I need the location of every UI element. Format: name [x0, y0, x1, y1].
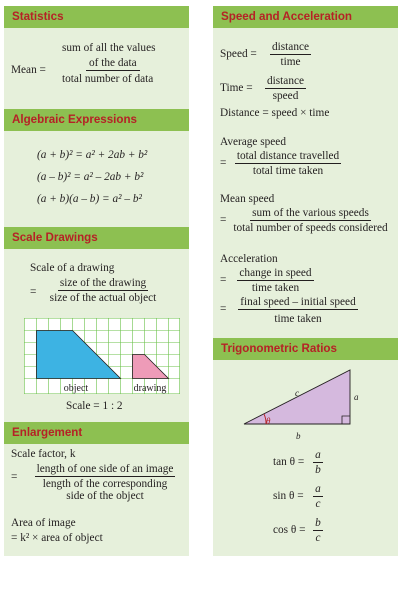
scale-denominator: size of the actual object — [49, 292, 157, 304]
left-column — [4, 6, 189, 556]
scale-drawings-header: Scale Drawings — [4, 227, 189, 249]
right-triangle-diagram — [238, 366, 388, 446]
enlargement-line1: Scale factor, k — [11, 448, 76, 460]
speed-fraction — [263, 41, 318, 68]
tan-label: tan θ = — [273, 456, 305, 468]
mean-denominator: total number of data — [62, 73, 154, 85]
time-label: Time = — [220, 82, 253, 94]
mean-numerator-line2: of the data — [86, 57, 140, 71]
sin-numerator: a — [315, 483, 321, 495]
mean-label: Mean = — [11, 64, 46, 76]
area-line1: Area of image — [11, 517, 76, 529]
time-fraction — [258, 75, 313, 102]
cos-fraction — [310, 517, 326, 544]
cos-numerator: b — [315, 517, 321, 529]
acceleration-numerator-1: change in speed — [239, 267, 312, 279]
enlargement-header: Enlargement — [4, 422, 189, 444]
mean-speed-label: Mean speed — [220, 193, 275, 205]
cos-denominator: c — [315, 532, 321, 544]
average-equals: = — [220, 157, 227, 169]
acceleration-equals-2: = — [220, 303, 227, 315]
scale-numerator: size of the drawing — [59, 277, 147, 289]
drawing-label: drawing — [133, 383, 167, 394]
object-label: object — [63, 383, 89, 394]
average-speed-fraction — [228, 150, 348, 177]
side-c-label: c — [295, 388, 299, 398]
algebra-eq2: (a – b)² = a² – 2ab + b² — [37, 171, 144, 183]
average-speed-denominator: total time taken — [252, 165, 324, 177]
scale-ratio: Scale = 1 : 2 — [66, 400, 123, 412]
area-line2: = k² × area of object — [11, 532, 103, 544]
mean-speed-denominator: total number of speeds considered — [233, 222, 388, 234]
side-a-label: a — [354, 392, 359, 402]
sin-fraction — [310, 483, 326, 510]
acceleration-fraction-2 — [228, 296, 368, 325]
scale-line1: Scale of a drawing — [30, 262, 115, 274]
average-speed-numerator: total distance travelled — [236, 150, 340, 162]
algebra-eq3: (a + b)(a – b) = a² – b² — [37, 193, 142, 205]
tan-denominator: b — [315, 464, 321, 476]
acceleration-fraction-1 — [228, 267, 323, 294]
enlargement-den-line2: side of the object — [66, 490, 144, 502]
speed-denominator: time — [280, 56, 301, 68]
cos-label: cos θ = — [273, 524, 306, 536]
mean-numerator-line1: sum of all the values — [62, 42, 156, 54]
acceleration-denominator-2: time taken — [274, 313, 322, 325]
tan-numerator: a — [315, 449, 321, 461]
mean-speed-fraction — [228, 207, 393, 234]
time-denominator: speed — [272, 90, 299, 102]
sin-denominator: c — [315, 498, 321, 510]
acceleration-label: Acceleration — [220, 253, 278, 265]
time-numerator: distance — [266, 75, 304, 87]
tan-fraction — [310, 449, 326, 476]
scale-equals: = — [30, 286, 37, 298]
sin-label: sin θ = — [273, 490, 304, 502]
enlargement-den-line1: length of the corresponding — [42, 478, 168, 490]
speed-label: Speed = — [220, 48, 257, 60]
statistics-header: Statistics — [4, 6, 189, 28]
acceleration-equals-1: = — [220, 274, 227, 286]
right-column — [213, 6, 398, 556]
distance-formula: Distance = speed × time — [220, 107, 330, 119]
average-speed-label: Average speed — [220, 136, 286, 148]
enlargement-equals: = — [11, 471, 18, 483]
scale-grid-figure — [24, 318, 180, 394]
algebra-eq1: (a + b)² = a² + 2ab + b² — [37, 149, 148, 161]
enlargement-fraction — [21, 463, 189, 502]
speed-numerator: distance — [271, 41, 309, 53]
mean-speed-numerator: sum of the various speeds — [252, 207, 369, 219]
acceleration-numerator-2: final speed – initial speed — [240, 296, 356, 308]
mean-speed-equals: = — [220, 214, 227, 226]
side-b-label: b — [296, 431, 301, 441]
scale-fraction — [38, 277, 168, 304]
acceleration-denominator-1: time taken — [251, 282, 300, 294]
trig-header: Trigonometric Ratios — [213, 338, 398, 360]
speed-header: Speed and Acceleration — [213, 6, 398, 28]
algebraic-header: Algebraic Expressions — [4, 109, 189, 131]
enlargement-numerator: length of one side of an image — [36, 463, 174, 475]
theta-label: θ — [266, 416, 271, 426]
